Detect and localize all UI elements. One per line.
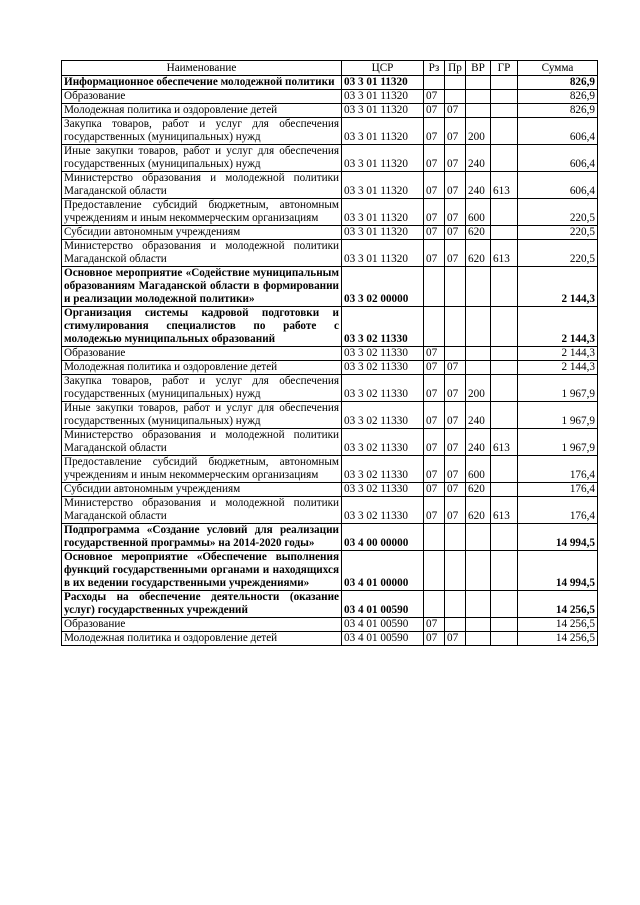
cell-pr: 07 (445, 483, 466, 497)
cell-sum: 2 144,3 (518, 361, 598, 375)
cell-rz (424, 524, 445, 551)
cell-vr (466, 76, 491, 90)
header-gr: ГР (491, 61, 518, 76)
cell-name: Иные закупки товаров, работ и услуг для обеспечения государственных (муниципальных) нужд (62, 145, 342, 172)
cell-rz: 07 (424, 429, 445, 456)
table-row (62, 76, 598, 90)
cell-rz: 07 (424, 347, 445, 361)
cell-vr: 240 (466, 429, 491, 456)
table-row (62, 145, 598, 172)
cell-sum: 826,9 (518, 90, 598, 104)
cell-sum: 14 994,5 (518, 524, 598, 551)
cell-rz: 07 (424, 118, 445, 145)
cell-vr (466, 347, 491, 361)
cell-sum: 14 256,5 (518, 591, 598, 618)
cell-vr (466, 361, 491, 375)
cell-csr: 03 4 01 00590 (342, 618, 424, 632)
cell-sum: 1 967,9 (518, 429, 598, 456)
cell-gr (491, 375, 518, 402)
cell-sum: 606,4 (518, 118, 598, 145)
table-row (62, 90, 598, 104)
cell-pr: 07 (445, 240, 466, 267)
cell-sum: 826,9 (518, 104, 598, 118)
cell-pr (445, 76, 466, 90)
cell-name: Организация системы кадровой подготовки и стимулирования специалистов по работе с молодежью муниципальных образований (62, 307, 342, 347)
table-row (62, 172, 598, 199)
cell-vr (466, 551, 491, 591)
cell-pr (445, 267, 466, 307)
cell-name: Молодежная политика и оздоровление детей (62, 361, 342, 375)
cell-rz: 07 (424, 199, 445, 226)
cell-name: Иные закупки товаров, работ и услуг для обеспечения государственных (муниципальных) нужд (62, 402, 342, 429)
cell-name: Субсидии автономным учреждениям (62, 483, 342, 497)
cell-gr (491, 456, 518, 483)
cell-vr: 620 (466, 483, 491, 497)
cell-pr: 07 (445, 375, 466, 402)
cell-pr: 07 (445, 199, 466, 226)
cell-csr: 03 3 02 11330 (342, 456, 424, 483)
table-row (62, 524, 598, 551)
cell-rz: 07 (424, 483, 445, 497)
cell-name: Закупка товаров, работ и услуг для обеспечения государственных (муниципальных) нужд (62, 118, 342, 145)
cell-rz: 07 (424, 361, 445, 375)
cell-name: Закупка товаров, работ и услуг для обеспечения государственных (муниципальных) нужд (62, 375, 342, 402)
cell-pr (445, 591, 466, 618)
cell-rz (424, 76, 445, 90)
cell-csr: 03 4 01 00590 (342, 632, 424, 646)
cell-pr: 07 (445, 145, 466, 172)
cell-csr: 03 4 01 00000 (342, 551, 424, 591)
cell-pr (445, 551, 466, 591)
cell-name: Молодежная политика и оздоровление детей (62, 104, 342, 118)
cell-name: Министерство образования и молодежной политики Магаданской области (62, 172, 342, 199)
cell-name: Молодежная политика и оздоровление детей (62, 632, 342, 646)
table-row (62, 456, 598, 483)
cell-sum: 2 144,3 (518, 347, 598, 361)
cell-name: Расходы на обеспечение деятельности (оказание услуг) государственных учреждений (62, 591, 342, 618)
cell-sum: 176,4 (518, 497, 598, 524)
table-row (62, 118, 598, 145)
cell-csr: 03 3 01 11320 (342, 240, 424, 267)
header-row (62, 61, 598, 76)
cell-gr (491, 90, 518, 104)
cell-sum: 14 994,5 (518, 551, 598, 591)
cell-pr: 07 (445, 456, 466, 483)
cell-pr (445, 347, 466, 361)
cell-gr (491, 145, 518, 172)
cell-vr: 240 (466, 145, 491, 172)
cell-csr: 03 3 02 11330 (342, 307, 424, 347)
cell-vr: 600 (466, 456, 491, 483)
cell-rz: 07 (424, 632, 445, 646)
header-rz: Рз (424, 61, 445, 76)
cell-vr: 240 (466, 402, 491, 429)
cell-csr: 03 4 01 00590 (342, 591, 424, 618)
header-sum: Сумма (518, 61, 598, 76)
cell-gr (491, 632, 518, 646)
cell-sum: 2 144,3 (518, 267, 598, 307)
cell-sum: 14 256,5 (518, 632, 598, 646)
cell-csr: 03 3 02 11330 (342, 402, 424, 429)
cell-pr: 07 (445, 429, 466, 456)
table-row (62, 240, 598, 267)
cell-name: Министерство образования и молодежной политики Магаданской области (62, 429, 342, 456)
table-row (62, 551, 598, 591)
cell-vr (466, 90, 491, 104)
table-row (62, 199, 598, 226)
cell-gr (491, 524, 518, 551)
budget-table (61, 60, 598, 646)
cell-gr: 613 (491, 429, 518, 456)
cell-sum: 1 967,9 (518, 402, 598, 429)
cell-vr: 600 (466, 199, 491, 226)
header-csr: ЦСР (342, 61, 424, 76)
cell-csr: 03 3 01 11320 (342, 104, 424, 118)
cell-rz: 07 (424, 172, 445, 199)
table-row (62, 402, 598, 429)
cell-gr (491, 307, 518, 347)
cell-name: Предоставление субсидий бюджетным, автономным учреждениям и иным некоммерческим организациям (62, 199, 342, 226)
cell-sum: 220,5 (518, 226, 598, 240)
cell-vr: 240 (466, 172, 491, 199)
cell-gr (491, 591, 518, 618)
cell-vr (466, 267, 491, 307)
cell-csr: 03 3 01 11320 (342, 172, 424, 199)
cell-rz: 07 (424, 497, 445, 524)
cell-name: Образование (62, 618, 342, 632)
cell-csr: 03 3 01 11320 (342, 90, 424, 104)
cell-name: Образование (62, 90, 342, 104)
cell-name: Информационное обеспечение молодежной политики (62, 76, 342, 90)
cell-vr (466, 524, 491, 551)
cell-name: Субсидии автономным учреждениям (62, 226, 342, 240)
cell-pr (445, 90, 466, 104)
cell-csr: 03 3 01 11320 (342, 118, 424, 145)
cell-gr (491, 267, 518, 307)
table-row (62, 104, 598, 118)
cell-pr: 07 (445, 104, 466, 118)
cell-rz: 07 (424, 240, 445, 267)
cell-gr (491, 483, 518, 497)
cell-csr: 03 3 01 11320 (342, 199, 424, 226)
cell-gr (491, 104, 518, 118)
cell-csr: 03 3 02 11330 (342, 497, 424, 524)
cell-sum: 14 256,5 (518, 618, 598, 632)
cell-name: Предоставление субсидий бюджетным, автономным учреждениям и иным некоммерческим организациям (62, 456, 342, 483)
cell-sum: 606,4 (518, 145, 598, 172)
cell-sum: 220,5 (518, 199, 598, 226)
cell-rz: 07 (424, 145, 445, 172)
cell-rz (424, 591, 445, 618)
cell-pr (445, 524, 466, 551)
cell-sum: 176,4 (518, 456, 598, 483)
cell-rz: 07 (424, 90, 445, 104)
cell-rz (424, 307, 445, 347)
cell-csr: 03 3 02 11330 (342, 361, 424, 375)
cell-sum: 1 967,9 (518, 375, 598, 402)
cell-name: Образование (62, 347, 342, 361)
cell-pr (445, 307, 466, 347)
cell-csr: 03 3 02 00000 (342, 267, 424, 307)
cell-rz: 07 (424, 375, 445, 402)
table-row (62, 632, 598, 646)
cell-vr (466, 307, 491, 347)
cell-gr (491, 347, 518, 361)
cell-vr: 620 (466, 497, 491, 524)
cell-gr: 613 (491, 240, 518, 267)
cell-vr (466, 591, 491, 618)
table-row (62, 591, 598, 618)
header-pr: Пр (445, 61, 466, 76)
cell-vr: 620 (466, 226, 491, 240)
cell-sum: 606,4 (518, 172, 598, 199)
cell-pr: 07 (445, 172, 466, 199)
cell-rz: 07 (424, 618, 445, 632)
cell-rz: 07 (424, 402, 445, 429)
header-name: Наименование (62, 61, 342, 76)
cell-csr: 03 3 01 11320 (342, 145, 424, 172)
cell-gr (491, 402, 518, 429)
cell-rz: 07 (424, 104, 445, 118)
cell-gr (491, 361, 518, 375)
cell-pr: 07 (445, 497, 466, 524)
cell-vr (466, 632, 491, 646)
cell-csr: 03 3 02 11330 (342, 375, 424, 402)
cell-pr: 07 (445, 361, 466, 375)
cell-name: Министерство образования и молодежной политики Магаданской области (62, 497, 342, 524)
cell-pr: 07 (445, 118, 466, 145)
cell-sum: 220,5 (518, 240, 598, 267)
table-row (62, 361, 598, 375)
cell-csr: 03 3 02 11330 (342, 483, 424, 497)
cell-rz: 07 (424, 456, 445, 483)
table-row (62, 497, 598, 524)
cell-csr: 03 3 02 11330 (342, 347, 424, 361)
cell-name: Основное мероприятие «Содействие муниципальным образованиям Магаданской области в формировании и реализации молодежной политики» (62, 267, 342, 307)
cell-rz: 07 (424, 226, 445, 240)
cell-csr: 03 4 00 00000 (342, 524, 424, 551)
cell-name: Министерство образования и молодежной политики Магаданской области (62, 240, 342, 267)
cell-gr: 613 (491, 497, 518, 524)
cell-gr (491, 199, 518, 226)
table-row (62, 618, 598, 632)
cell-gr (491, 618, 518, 632)
cell-vr (466, 618, 491, 632)
cell-name: Основное мероприятие «Обеспечение выполнения функций государственными органами и находящихся в их ведении государственными учреждениями» (62, 551, 342, 591)
cell-gr (491, 118, 518, 145)
cell-pr (445, 618, 466, 632)
table-row (62, 429, 598, 456)
cell-vr: 620 (466, 240, 491, 267)
cell-vr: 200 (466, 375, 491, 402)
cell-gr (491, 76, 518, 90)
header-vr: ВР (466, 61, 491, 76)
cell-gr: 613 (491, 172, 518, 199)
cell-rz (424, 267, 445, 307)
table-row (62, 375, 598, 402)
table-body (62, 76, 598, 646)
cell-gr (491, 551, 518, 591)
cell-pr: 07 (445, 632, 466, 646)
cell-sum: 2 144,3 (518, 307, 598, 347)
cell-name: Подпрограмма «Создание условий для реализации государственной программы» на 2014-2020 годы» (62, 524, 342, 551)
table-row (62, 483, 598, 497)
cell-gr (491, 226, 518, 240)
cell-sum: 826,9 (518, 76, 598, 90)
table-row (62, 226, 598, 240)
cell-csr: 03 3 01 11320 (342, 226, 424, 240)
cell-sum: 176,4 (518, 483, 598, 497)
cell-vr (466, 104, 491, 118)
cell-pr: 07 (445, 226, 466, 240)
table-row (62, 347, 598, 361)
cell-rz (424, 551, 445, 591)
cell-csr: 03 3 01 11320 (342, 76, 424, 90)
cell-csr: 03 3 02 11330 (342, 429, 424, 456)
cell-vr: 200 (466, 118, 491, 145)
table-row (62, 267, 598, 307)
table-row (62, 307, 598, 347)
cell-pr: 07 (445, 402, 466, 429)
